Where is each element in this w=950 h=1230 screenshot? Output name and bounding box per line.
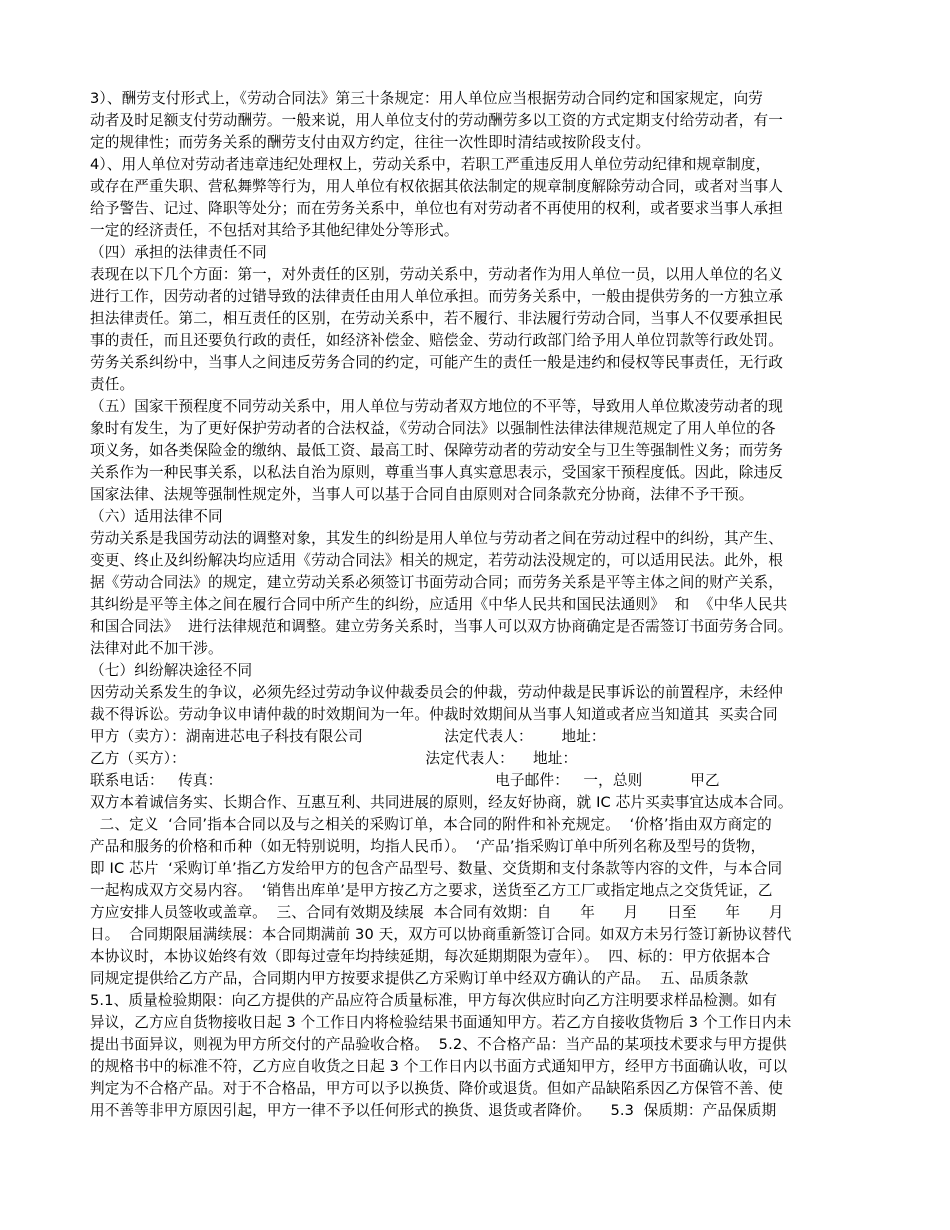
text-line: 的规格书中的标准不符，乙方应自收货之日起 3 个工作日内以书面方式通知甲方，经甲方书面确认收，可以: [90, 1058, 788, 1075]
text-line: [90, 1122, 860, 1144]
text-line: 给予警告、记过、降职等处分；而在劳务关系中，单位也有对劳动者不再使用的权利，或者要求当事人承担: [90, 200, 783, 217]
text-line: 担法律责任。第二，相互责任的区别，在劳动关系中，若不履行、非法履行劳动合同，当事人不仅要承担民: [90, 310, 783, 327]
document-body: [90, 88, 860, 1144]
text-line: 动者及时足额支付劳动酬劳。一般来说，用人单位支付的劳动酬劳多以工资的方式定期支付给劳动者，有一: [90, 112, 783, 129]
section-heading: （六）适用法律不同: [90, 508, 223, 525]
text-line: 法律对此不加干涉。: [90, 640, 223, 657]
text-line: 劳务关系纠纷中，当事人之间违反劳务合同的约定，可能产生的责任一般是违约和侵权等民事责任，无行政: [90, 354, 783, 371]
text-line: 一起构成双方交易内容。 ‘销售出库单’是甲方按乙方之要求，送货至乙方工厂或指定地点之交货凭证，乙: [90, 882, 773, 899]
contract-party-seller: 甲方（卖方）：湖南进芯电子科技有限公司 法定代表人： 地址：: [90, 728, 606, 745]
text-line: 产品和服务的价格和币种（如无特别说明，均指人民币）。 ‘产品’指采购订单中所列名称及型号的货物，: [90, 838, 766, 855]
text-line: 双方本着诚信务实、长期合作、互惠互利、共同进展的原则，经友好协商，就 IC 芯片买卖事宜达成本合同。: [90, 794, 793, 811]
text-line: 同规定提供给乙方产品，合同期内甲方按要求提供乙方采购订单中经双方确认的产品。 五、品质条款: [90, 970, 749, 987]
text-line: 二、定义 ‘合同’指本合同以及与之相关的采购订单，本合同的附件和补充规定。 ‘价格’指由双方商定的: [90, 816, 772, 833]
text-line: 劳动关系是我国劳动法的调整对象，其发生的纠纷是用人单位与劳动者之间在劳动过程中的纠纷，其产生、: [90, 530, 783, 547]
contract-contact-line: 联系电话： 传真： 电子邮件： 一，总则 甲乙: [90, 772, 720, 789]
text-line: 判定为不合格产品。对于不合格品，甲方可以予以换货、降价或退货。但如产品缺陷系因乙方保管不善、使: [90, 1080, 783, 1097]
contract-party-buyer: 乙方（买方）： 法定代表人： 地址：: [90, 750, 578, 767]
text-line: 日。 合同期限届满续展：本合同期满前 30 天，双方可以协商重新签订合同。如双方未另行签订新协议替代: [90, 926, 792, 943]
text-line: 用不善等非甲方原因引起，甲方一律不予以任何形式的换货、退货或者降价。 5.3 保质期：产品保质期: [90, 1102, 777, 1119]
text-line: 定的规律性；而劳务关系的酬劳支付由双方约定，往往一次性即时清结或按阶段支付。: [90, 134, 651, 151]
text-line: 提出书面异议，则视为甲方所交付的产品验收合格。 5.2、不合格产品：当产品的某项技术要求与甲方提供: [90, 1036, 787, 1053]
text-line: 象时有发生，为了更好保护劳动者的合法权益，《劳动合同法》以强制性法律法律规范规定了用人单位的各: [90, 420, 776, 437]
text-line: 本协议时，本协议始终有效（即每过壹年均持续延期，每次延期期限为壹年）。 四、标的：甲方依据本合: [90, 948, 771, 965]
text-line: 项义务，如各类保险金的缴纳、最低工资、最高工时、保障劳动者的劳动安全与卫生等强制性义务；而劳务: [90, 442, 783, 459]
text-line: 方应安排人员签收或盖章。 三、合同有效期及续展 本合同有效期：自 年 月 日至 年 月: [90, 904, 784, 921]
text-line: 因劳动关系发生的争议，必须先经过劳动争议仲裁委员会的仲裁，劳动仲裁是民事诉讼的前置程序，未经仲: [90, 684, 783, 701]
text-line: 进行工作，因劳动者的过错导致的法律责任由用人单位承担。而劳务关系中，一般由提供劳务的一方独立承: [90, 288, 783, 305]
text-line: 或存在严重失职、营私舞弊等行为，用人单位有权依据其依法制定的规章制度解除劳动合同，或者对当事人: [90, 178, 783, 195]
text-line: 3）、酬劳支付形式上，《劳动合同法》第三十条规定：用人单位应当根据劳动合同约定和国家规定，向劳: [90, 90, 764, 107]
text-line: 即 IC 芯片 ‘采购订单’指乙方发给甲方的包含产品型号、数量、交货期和支付条款等内容的文件，与本合同: [90, 860, 783, 877]
text-line: 5.1、质量检验期限：向乙方提供的产品应符合质量标准，甲方每次供应时向乙方注明要求样品检测。如有: [90, 992, 778, 1009]
text-line: 变更、终止及纠纷解决均应适用《劳动合同法》相关的规定，若劳动法没规定的，可以适用民法。此外，根: [90, 552, 783, 569]
text-line: 4）、用人单位对劳动者违章违纪处理权上，劳动关系中，若职工严重违反用人单位劳动纪律和规章制度，: [90, 156, 771, 173]
text-line: 表现在以下几个方面：第一，对外责任的区别，劳动关系中，劳动者作为用人单位一员，以用人单位的名义: [90, 266, 783, 283]
text-line: （五）国家干预程度不同劳动关系中，用人单位与劳动者双方地位的不平等，导致用人单位欺凌劳动者的现: [90, 398, 783, 415]
text-line: 裁不得诉讼。劳动争议申请仲裁的时效期间为一年。仲裁时效期间从当事人知道或者应当知道其 买卖合同: [90, 706, 778, 723]
text-line: 和国合同法》 进行法律规范和调整。建立劳务关系时，当事人可以双方协商确定是否需签订书面劳务合同。: [90, 618, 793, 635]
text-line: 据《劳动合同法》的规定，建立劳动关系必须签订书面劳动合同；而劳务关系是平等主体之间的财产关系，: [90, 574, 783, 591]
text-line: 异议，乙方应自货物接收日起 3 个工作日内将检验结果书面通知甲方。若乙方自接收货物后 3 个工作日内未: [90, 1014, 792, 1031]
text-line: 其纠纷是平等主体之间在履行合同中所产生的纠纷，应适用《中华人民共和国民法通则》 和 《中华人民共: [90, 596, 788, 613]
text-line: 责任。: [90, 376, 135, 393]
text-line: 事的责任，而且还要负行政的责任，如经济补偿金、赔偿金、劳动行政部门给予用人单位罚款等行政处罚。: [90, 332, 783, 349]
text-line: 国家法律、法规等强制性规定外，当事人可以基于合同自由原则对合同条款充分协商，法律不予干预。: [90, 486, 754, 503]
section-heading: （七）纠纷解决途径不同: [90, 662, 253, 679]
section-heading: （四）承担的法律责任不同: [90, 244, 267, 261]
text-line: 一定的经济责任，不包括对其给予其他纪律处分等形式。: [90, 222, 459, 239]
text-line: 关系作为一种民事关系，以私法自治为原则，尊重当事人真实意思表示，受国家干预程度低。因此，除违反: [90, 464, 783, 481]
